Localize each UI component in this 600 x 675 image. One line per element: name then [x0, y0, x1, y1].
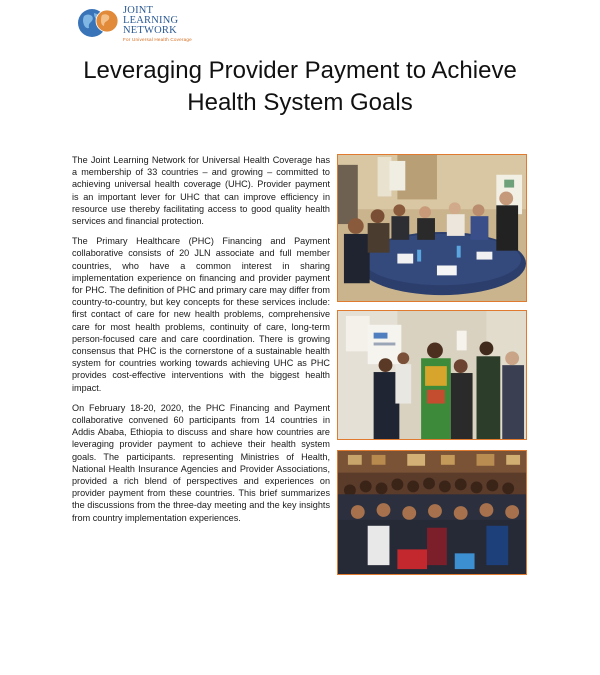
title-line-1: Leveraging Provider Payment to Achieve: [83, 57, 517, 84]
jln-logo: [76, 4, 196, 42]
body-text: [72, 154, 330, 532]
photo-poster-presentation: [337, 310, 527, 440]
photo-group: [337, 450, 527, 575]
paragraph-collaborative: The Primary Healthcare (PHC) Financing and Payment collaborative consists of 20 JLN associate and full member countries, who have a common interest in sharing implementation experience on financing and provider payment for PHC. The definition of PHC and primary care may differ from country-to-country, but key concepts for these services include: first contact of care for new health problems, comprehensive care for most health problems, continuity of care, long-term person-focused care and care coordination. There is growing consensus that PHC is the cornerstone of a sustainable health system for countries working towards achieving UHC as PHC provides cost-effective interventions with the biggest health impact.: [72, 236, 330, 393]
title-line-2: Health System Goals: [187, 89, 413, 116]
logo-text-joint: JOINT: [123, 5, 154, 16]
logo-tagline: For Universal Health Coverage: [123, 37, 192, 42]
paragraph-meeting: On February 18-20, 2020, the PHC Financing and Payment collaborative convened 60 participants from 14 countries in Addis Ababa, Ethiopia to discuss and share how countries are leveraging provider payment to achieve their health system goals. The participants. representing Ministries of Health, National Health Insurance Agencies and Provider Associations, provided a rich blend of perspectives and experiences on provider payment from these countries. This brief summarizes the discussions from the three-day meeting and the key insights from country implementation experiences.: [72, 402, 330, 523]
page-title: [40, 55, 560, 119]
logo-text-learning: LEARNING: [123, 15, 179, 26]
paragraph-membership: The Joint Learning Network for Universal Health Coverage has a membership of 33 countries – and growing – committed to achieving universal health coverage (UHC). Provider payment is an important lever for UHC that can improve efficiency in resource use thereby facilitating access to good quality health services and financial protection.: [72, 155, 330, 227]
photo-roundtable: [337, 154, 527, 302]
logo-text-network: NETWORK: [123, 25, 177, 36]
globe-logo-icon: [76, 4, 122, 42]
